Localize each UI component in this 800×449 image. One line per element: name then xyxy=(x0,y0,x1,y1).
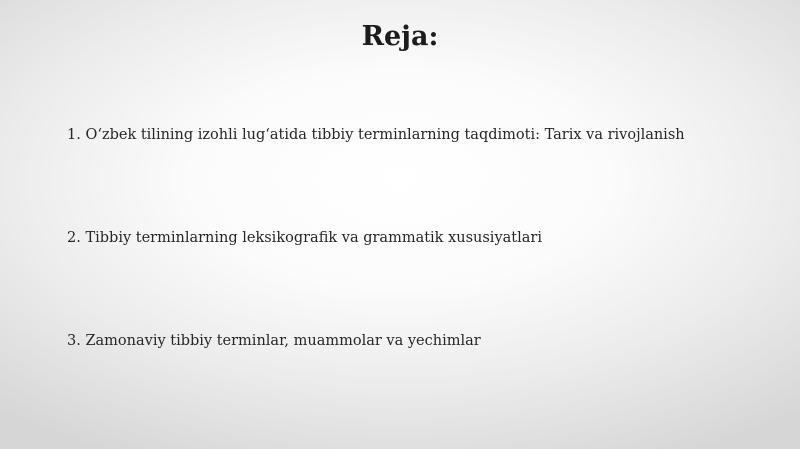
plan-item: 1. O‘zbek tilining izohli lug‘atida tibbiy terminlarning taqdimoti: Tarix va rivojlanish xyxy=(67,127,685,143)
slide-title: Reja: xyxy=(361,21,439,52)
plan-item: 3. Zamonaviy tibbiy terminlar, muammolar va yechimlar xyxy=(67,333,481,349)
plan-item: 2. Tibbiy terminlarning leksikografik va grammatik xususiyatlari xyxy=(67,230,542,246)
